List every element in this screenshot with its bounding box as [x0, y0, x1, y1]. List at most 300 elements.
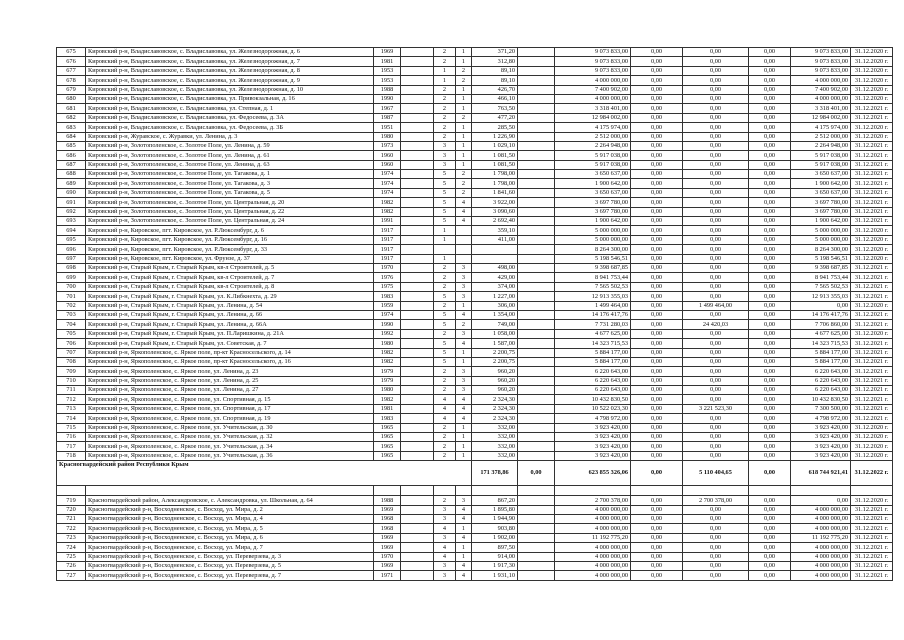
spacer-cell	[374, 486, 401, 496]
table-row	[57, 66, 893, 75]
row-number-cell: 707	[57, 348, 86, 357]
col-10-cell: 0,00	[631, 235, 683, 244]
col-4-cell	[401, 357, 434, 366]
col-12-cell: 0,00	[749, 273, 791, 282]
col-11-cell: 0,00	[683, 226, 749, 235]
entrances-cell: 3	[456, 367, 472, 376]
year-cell: 1982	[374, 198, 401, 207]
col-8-cell	[518, 339, 555, 348]
floors-cell: 2	[434, 367, 456, 376]
address-cell: Кировский р-н, Кировское, пгт. Кировское, ул. Р.Люксембург, д. 16	[86, 235, 374, 244]
col-12-cell: 0,00	[749, 207, 791, 216]
address-cell: Кировский р-н, Яркополенское, с. Яркое поле, ул. Учительская, д. 36	[86, 451, 374, 460]
total-cost-cell: 7 731 280,03	[555, 320, 631, 329]
col-8-cell	[518, 524, 555, 533]
entrances-cell: 1	[456, 451, 472, 460]
year-cell: 1974	[374, 179, 401, 188]
floors-cell: 5	[434, 188, 456, 197]
row-number-cell: 718	[57, 451, 86, 460]
entrances-cell: 4	[456, 414, 472, 423]
deadline-cell: 31.12.2021 г.	[851, 339, 893, 348]
col-10-cell: 0,00	[631, 132, 683, 141]
year-cell: 1981	[374, 57, 401, 66]
col-13-cell: 3 923 420,00	[791, 433, 851, 442]
year-cell: 1980	[374, 339, 401, 348]
col-11-cell: 0,00	[683, 170, 749, 179]
col-8-cell	[518, 395, 555, 404]
total-cost-cell: 10 522 023,30	[555, 404, 631, 413]
col-8-cell	[518, 254, 555, 263]
floors-cell: 5	[434, 310, 456, 319]
table-row	[57, 543, 893, 552]
floors-cell: 5	[434, 179, 456, 188]
address-cell: Кировский р-н, Яркополенское, с. Яркое поле, ул. Спортивная, д. 15	[86, 395, 374, 404]
col-4-cell	[401, 66, 434, 75]
col-13-cell: 4 000 000,00	[791, 543, 851, 552]
table-row	[57, 245, 893, 254]
col-12-cell: 0,00	[749, 245, 791, 254]
row-number-cell: 710	[57, 376, 86, 385]
area-cell: 306,00	[472, 301, 518, 310]
col-13-cell: 1 900 642,00	[791, 179, 851, 188]
col-8-cell	[518, 505, 555, 514]
address-cell: Кировский р-н, Владиславовское, с. Владиславовка, ул. Железнодорожная, д. 8	[86, 66, 374, 75]
entrances-cell: 1	[456, 57, 472, 66]
col-13-cell: 4 000 000,00	[791, 524, 851, 533]
row-number-cell: 725	[57, 552, 86, 561]
col-12-cell: 0,00	[749, 282, 791, 291]
total-cost-cell: 3 923 420,00	[555, 423, 631, 432]
floors-cell: 2	[434, 132, 456, 141]
spacer-cell	[472, 486, 518, 496]
area-cell: 374,00	[472, 282, 518, 291]
year-cell: 1951	[374, 123, 401, 132]
table-row	[57, 141, 893, 150]
col-8-cell	[518, 533, 555, 542]
col-10-cell: 0,00	[631, 514, 683, 523]
year-cell: 1990	[374, 320, 401, 329]
col-4-cell	[401, 543, 434, 552]
entrances-cell: 1	[456, 94, 472, 103]
col-8-cell	[518, 451, 555, 460]
address-cell: Кировский р-н, Золотополенское, с. Золотое Поле, ул. Тагакова, д. 3	[86, 179, 374, 188]
year-cell: 1967	[374, 104, 401, 113]
col-4-cell	[401, 85, 434, 94]
area-cell: 89,10	[472, 66, 518, 75]
floors-cell: 3	[434, 561, 456, 570]
col-8-cell	[518, 235, 555, 244]
col-8-cell	[518, 514, 555, 523]
col-12-cell: 0,00	[749, 561, 791, 570]
col-10-cell: 0,00	[631, 94, 683, 103]
total-cost-cell: 14 176 417,76	[555, 310, 631, 319]
total-cost-cell: 4 000 000,00	[555, 552, 631, 561]
col-13-cell: 1 900 642,00	[791, 217, 851, 226]
floors-cell: 5	[434, 339, 456, 348]
deadline-cell: 31.12.2021 г.	[851, 263, 893, 272]
col-13-cell: 2 512 000,00	[791, 132, 851, 141]
col-4-cell	[401, 57, 434, 66]
col-13-cell: 7 400 902,00	[791, 85, 851, 94]
year-cell: 1988	[374, 496, 401, 505]
col-8-cell	[518, 188, 555, 197]
entrances-cell: 4	[456, 561, 472, 570]
year-cell: 1975	[374, 282, 401, 291]
deadline-cell: 31.12.2020 г.	[851, 66, 893, 75]
address-cell: Красногвардейский р-н, Восходненское, с. Восход, ул. Переверзева, д. 3	[86, 552, 374, 561]
col-4-cell	[401, 198, 434, 207]
row-number-cell: 722	[57, 524, 86, 533]
spacer-cell	[791, 486, 851, 496]
area-cell: 1 841,60	[472, 188, 518, 197]
address-cell: Кировский р-н, Золотополенское, с. Золотое Поле, ул. Ленина, д. 61	[86, 151, 374, 160]
col-4-cell	[401, 524, 434, 533]
row-number-cell: 703	[57, 310, 86, 319]
entrances-cell: 2	[456, 320, 472, 329]
entrances-cell: 1	[456, 104, 472, 113]
address-cell: Кировский р-н, Яркополенское, с. Яркое поле, ул. Ленина, д. 23	[86, 367, 374, 376]
col-8-cell	[518, 245, 555, 254]
col-11-cell: 0,00	[683, 423, 749, 432]
spacer-cell	[57, 486, 86, 496]
col-11-cell: 0,00	[683, 188, 749, 197]
col-11-cell: 0,00	[683, 273, 749, 282]
col-11-cell: 0,00	[683, 179, 749, 188]
col-4-cell	[401, 245, 434, 254]
entrances-cell: 3	[456, 496, 472, 505]
year-cell: 1959	[374, 301, 401, 310]
col-12-cell: 0,00	[749, 151, 791, 160]
address-cell: Кировский р-н, Золотополенское, с. Золотое Поле, ул. Тагакова, д. 5	[86, 188, 374, 197]
col-8-cell	[518, 561, 555, 570]
col-12-cell: 0,00	[749, 254, 791, 263]
address-cell: Кировский р-н, Старый Крым, г. Старый Крым, кв-л Строителей, д. 5	[86, 263, 374, 272]
floors-cell: 5	[434, 292, 456, 301]
spacer-cell	[401, 486, 434, 496]
col-13-cell: 9 073 833,00	[791, 48, 851, 57]
entrances-cell: 4	[456, 310, 472, 319]
col-4-cell	[401, 141, 434, 150]
table-row	[57, 48, 893, 57]
col-8-cell	[518, 57, 555, 66]
entrances-cell: 4	[456, 217, 472, 226]
table-row	[57, 329, 893, 338]
area-cell: 1 226,90	[472, 132, 518, 141]
floors-cell: 2	[434, 423, 456, 432]
col-8-cell	[518, 123, 555, 132]
area-cell: 897,50	[472, 543, 518, 552]
entrances-cell: 1	[456, 301, 472, 310]
year-cell: 1970	[374, 263, 401, 272]
year-cell: 1982	[374, 357, 401, 366]
col-8-cell	[518, 571, 555, 580]
col-11-cell: 0,00	[683, 414, 749, 423]
col-8-cell	[518, 170, 555, 179]
col-11-cell: 0,00	[683, 85, 749, 94]
col-8-cell	[518, 496, 555, 505]
col-8-cell	[518, 404, 555, 413]
area-cell: 903,80	[472, 524, 518, 533]
col-8-cell	[518, 357, 555, 366]
address-cell: Кировский р-н, Яркополенское, с. Яркое поле, ул. Учительская, д. 34	[86, 442, 374, 451]
area-cell: 2 324,30	[472, 404, 518, 413]
area-cell: 2 692,40	[472, 217, 518, 226]
floors-cell: 2	[434, 263, 456, 272]
area-cell	[472, 254, 518, 263]
table-row	[57, 76, 893, 85]
deadline-cell: 31.12.2020 г.	[851, 451, 893, 460]
col-11-cell: 0,00	[683, 505, 749, 514]
deadline-cell: 31.12.2021 г.	[851, 179, 893, 188]
deadline-cell: 31.12.2021 г.	[851, 282, 893, 291]
col-11-cell: 0,00	[683, 339, 749, 348]
col-13-cell: 7 706 860,00	[791, 320, 851, 329]
floors-cell: 2	[434, 123, 456, 132]
year-cell: 1980	[374, 132, 401, 141]
col-12-cell: 0,00	[749, 160, 791, 169]
col-11-cell: 0,00	[683, 514, 749, 523]
col-13-cell: 7 300 500,00	[791, 404, 851, 413]
entrances-cell: 4	[456, 404, 472, 413]
row-number-cell: 701	[57, 292, 86, 301]
col-8-cell	[518, 141, 555, 150]
table-row	[57, 386, 893, 395]
address-cell: Кировский р-н, Яркополенское, с. Яркое поле, ул. Ленина, д. 27	[86, 386, 374, 395]
table-row	[57, 442, 893, 451]
deadline-cell: 31.12.2021 г.	[851, 505, 893, 514]
year-cell: 1953	[374, 66, 401, 75]
col-11-cell: 0,00	[683, 310, 749, 319]
col-11-cell: 0,00	[683, 132, 749, 141]
total-cost-cell: 4 000 000,00	[555, 94, 631, 103]
deadline-cell: 31.12.2020 г.	[851, 57, 893, 66]
deadline-cell: 31.12.2020 г.	[851, 48, 893, 57]
col-13-cell: 14 323 715,53	[791, 339, 851, 348]
col-4-cell	[401, 76, 434, 85]
col-11-cell: 0,00	[683, 292, 749, 301]
deadline-cell: 31.12.2021 г.	[851, 561, 893, 570]
deadline-cell: 31.12.2020 г.	[851, 235, 893, 244]
address-cell: Красногвардейский р-н, Восходненское, с. Восход, ул. Мира, д. 6	[86, 533, 374, 542]
col-12-cell: 0,00	[749, 66, 791, 75]
floors-cell: 5	[434, 320, 456, 329]
address-cell: Кировский р-н, Старый Крым, г. Старый Крым, ул. Ленина, д. 66	[86, 310, 374, 319]
col-13-cell: 11 192 775,20	[791, 533, 851, 542]
floors-cell: 1	[434, 235, 456, 244]
row-number-cell: 685	[57, 141, 86, 150]
deadline-cell: 31.12.2020 г.	[851, 329, 893, 338]
col-13-cell: 4 000 000,00	[791, 561, 851, 570]
col-13-cell: 2 264 948,00	[791, 141, 851, 150]
area-cell: 2 200,75	[472, 357, 518, 366]
col-11-cell: 0,00	[683, 254, 749, 263]
col-12-cell: 0,00	[749, 496, 791, 505]
entrances-cell: 2	[456, 170, 472, 179]
total-cost-cell: 5 000 000,00	[555, 226, 631, 235]
col-8-cell	[518, 320, 555, 329]
table-row	[57, 85, 893, 94]
floors-cell: 2	[434, 301, 456, 310]
address-cell: Кировский р-н, Золотополенское, с. Золотое Поле, ул. Центральная, д. 20	[86, 198, 374, 207]
col-4-cell	[401, 104, 434, 113]
total-cost-cell: 4 000 000,00	[555, 76, 631, 85]
col-13-cell: 3 318 401,00	[791, 104, 851, 113]
region-total-col8: 0,00	[518, 461, 555, 486]
address-cell: Красногвардейский район, Александровское, с. Александровка, ул. Школьная, д. 64	[86, 496, 374, 505]
col-11-cell: 0,00	[683, 367, 749, 376]
area-cell: 359,10	[472, 226, 518, 235]
col-4-cell	[401, 339, 434, 348]
entrances-cell: 1	[456, 348, 472, 357]
floors-cell: 5	[434, 348, 456, 357]
total-cost-cell: 7 400 902,00	[555, 85, 631, 94]
entrances-cell: 2	[456, 179, 472, 188]
area-cell: 1 354,00	[472, 310, 518, 319]
address-cell: Кировский р-н, Кировское, пгт. Кировское, ул. Р.Люксембург, д. 33	[86, 245, 374, 254]
total-cost-cell: 9 073 833,00	[555, 57, 631, 66]
entrances-cell: 4	[456, 207, 472, 216]
col-4-cell	[401, 179, 434, 188]
address-cell: Красногвардейский р-н, Восходненское, с. Восход, ул. Мира, д. 5	[86, 524, 374, 533]
area-cell: 1 058,00	[472, 329, 518, 338]
deadline-cell: 31.12.2021 г.	[851, 113, 893, 122]
region-subtotal-row	[57, 461, 893, 486]
entrances-cell	[456, 254, 472, 263]
year-cell: 1974	[374, 188, 401, 197]
col-13-cell: 3 650 637,00	[791, 170, 851, 179]
col-8-cell	[518, 423, 555, 432]
col-13-cell: 3 697 780,00	[791, 198, 851, 207]
col-8-cell	[518, 198, 555, 207]
spacer-cell	[555, 486, 631, 496]
entrances-cell	[456, 226, 472, 235]
total-cost-cell: 11 192 775,20	[555, 533, 631, 542]
col-4-cell	[401, 496, 434, 505]
address-cell: Кировский р-н, Яркополенское, с. Яркое поле, пр-кт Красносельского, д. 14	[86, 348, 374, 357]
year-cell: 1917	[374, 254, 401, 263]
col-10-cell: 0,00	[631, 141, 683, 150]
floors-cell: 4	[434, 395, 456, 404]
total-cost-cell: 9 073 833,00	[555, 48, 631, 57]
address-cell: Кировский р-н, Яркополенское, с. Яркое поле, ул. Ленина, д. 25	[86, 376, 374, 385]
floors-cell: 3	[434, 160, 456, 169]
col-10-cell: 0,00	[631, 198, 683, 207]
col-12-cell: 0,00	[749, 433, 791, 442]
col-12-cell: 0,00	[749, 263, 791, 272]
total-cost-cell: 8 264 300,00	[555, 245, 631, 254]
col-12-cell: 0,00	[749, 329, 791, 338]
col-11-cell: 0,00	[683, 207, 749, 216]
area-cell: 749,00	[472, 320, 518, 329]
col-10-cell: 0,00	[631, 76, 683, 85]
area-cell: 466,10	[472, 94, 518, 103]
address-cell: Кировский р-н, Яркополенское, с. Яркое поле, ул. Спортивная, д. 19	[86, 414, 374, 423]
total-cost-cell: 3 923 420,00	[555, 442, 631, 451]
region-total-cost: 623 855 326,06	[555, 461, 631, 486]
col-11-cell: 0,00	[683, 433, 749, 442]
deadline-cell: 31.12.2020 г.	[851, 254, 893, 263]
area-cell: 1 902,00	[472, 533, 518, 542]
col-10-cell: 0,00	[631, 188, 683, 197]
total-cost-cell: 12 984 002,00	[555, 113, 631, 122]
total-cost-cell: 3 650 637,00	[555, 170, 631, 179]
entrances-cell: 1	[456, 423, 472, 432]
address-cell: Кировский р-н, Золотополенское, с. Золотое Поле, ул. Ленина, д. 63	[86, 160, 374, 169]
floors-cell: 1	[434, 66, 456, 75]
col-4-cell	[401, 151, 434, 160]
year-cell: 1979	[374, 376, 401, 385]
col-13-cell: 4 000 000,00	[791, 552, 851, 561]
col-10-cell: 0,00	[631, 395, 683, 404]
col-12-cell: 0,00	[749, 571, 791, 580]
area-cell: 411,00	[472, 235, 518, 244]
total-cost-cell: 4 000 000,00	[555, 543, 631, 552]
col-13-cell: 7 565 502,53	[791, 282, 851, 291]
col-10-cell: 0,00	[631, 496, 683, 505]
deadline-cell: 31.12.2020 г.	[851, 442, 893, 451]
col-4-cell	[401, 433, 434, 442]
col-13-cell: 4 000 000,00	[791, 94, 851, 103]
address-cell: Красногвардейский р-н, Восходненское, с. Восход, ул. Мира, д. 4	[86, 514, 374, 523]
col-13-cell: 4 000 000,00	[791, 571, 851, 580]
col-12-cell: 0,00	[749, 533, 791, 542]
floors-cell: 3	[434, 571, 456, 580]
year-cell: 1983	[374, 414, 401, 423]
table-row	[57, 310, 893, 319]
table-row	[57, 235, 893, 244]
col-12-cell: 0,00	[749, 376, 791, 385]
col-12-cell: 0,00	[749, 57, 791, 66]
spacer-cell	[456, 486, 472, 496]
floors-cell: 3	[434, 514, 456, 523]
floors-cell: 2	[434, 104, 456, 113]
col-12-cell: 0,00	[749, 301, 791, 310]
col-13-cell: 6 220 643,00	[791, 376, 851, 385]
address-cell: Кировский р-н, Старый Крым, г. Старый Крым, ул. П.Ларишкина, д. 21А	[86, 329, 374, 338]
year-cell: 1991	[374, 217, 401, 226]
row-number-cell: 705	[57, 329, 86, 338]
total-cost-cell: 3 923 420,00	[555, 433, 631, 442]
year-cell: 1990	[374, 94, 401, 103]
table-row	[57, 273, 893, 282]
year-cell: 1980	[374, 386, 401, 395]
area-cell: 332,00	[472, 442, 518, 451]
area-cell: 312,80	[472, 57, 518, 66]
col-13-cell: 3 650 637,00	[791, 188, 851, 197]
address-cell: Кировский р-н, Золотополенское, с. Золотое Поле, ул. Ленина, д. 59	[86, 141, 374, 150]
col-12-cell: 0,00	[749, 141, 791, 150]
deadline-cell: 31.12.2021 г.	[851, 543, 893, 552]
address-cell: Красногвардейский р-н, Восходненское, с. Восход, ул. Переверзева, д. 7	[86, 571, 374, 580]
area-cell: 498,00	[472, 263, 518, 272]
total-cost-cell: 2 700 378,00	[555, 496, 631, 505]
row-number-cell: 714	[57, 414, 86, 423]
col-4-cell	[401, 207, 434, 216]
table-row	[57, 132, 893, 141]
total-cost-cell: 4 175 974,00	[555, 123, 631, 132]
region-total-col10: 0,00	[631, 461, 683, 486]
table-row	[57, 561, 893, 570]
col-11-cell: 0,00	[683, 451, 749, 460]
col-12-cell: 0,00	[749, 414, 791, 423]
col-10-cell: 0,00	[631, 339, 683, 348]
area-cell: 332,00	[472, 451, 518, 460]
address-cell: Кировский р-н, Яркополенское, с. Яркое поле, ул. Учительская, д. 32	[86, 433, 374, 442]
spacer-cell	[86, 486, 374, 496]
deadline-cell: 31.12.2021 г.	[851, 376, 893, 385]
year-cell: 1969	[374, 561, 401, 570]
region-total-col13: 618 744 921,41	[791, 461, 851, 486]
